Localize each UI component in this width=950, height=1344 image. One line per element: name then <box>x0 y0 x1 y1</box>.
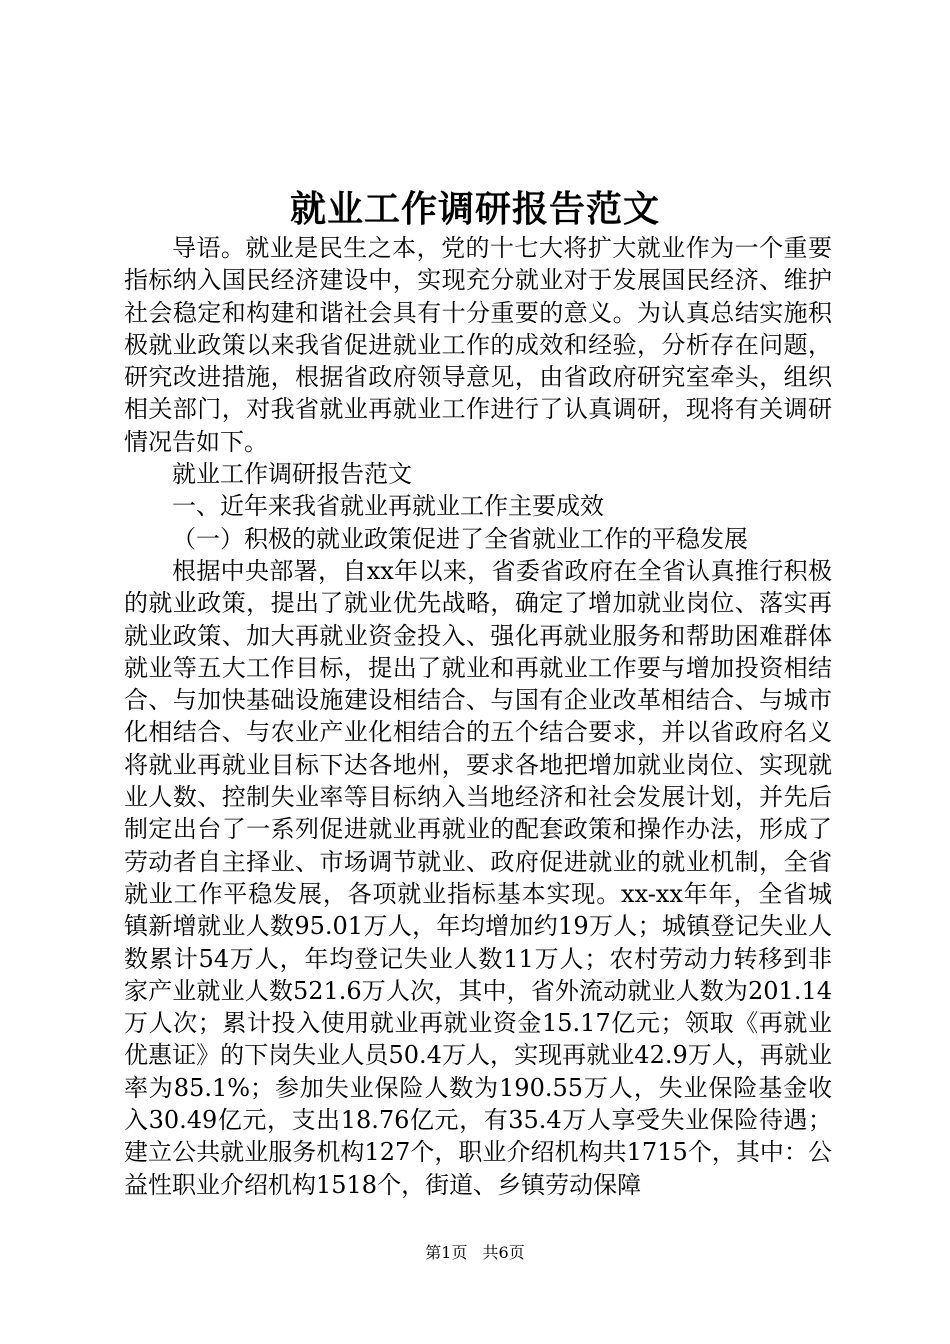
intro-paragraph: 导语。就业是民生之本，党的十七大将扩大就业作为一个重要指标纳入国民经济建设中，实现充分就业对于发展国民经济、维护社会稳定和构建和谐社会具有十分重要的意义。为认真总结实施积极就业政策以来我省促进就业工作的成效和经验，分析存在问题，研究改进措施，根据省政府领导意见，由省政府研究室牵头，组织相关部门，对我省就业再就业工作进行了认真调研，现将有关调研情况告如下。 <box>124 234 832 456</box>
subsection-heading: （一）积极的就业政策促进了全省就业工作的平稳发展 <box>172 524 748 553</box>
document-title: 就业工作调研报告范文 <box>289 188 660 230</box>
page-total: 共6页 <box>482 1243 525 1262</box>
subtitle-paragraph: 就业工作调研报告范文 <box>172 460 412 489</box>
page-footer <box>0 1242 950 1264</box>
section-heading: 一、近年来我省就业再就业工作主要成效 <box>172 492 604 521</box>
document-body <box>124 232 832 1201</box>
page-number: 第1页 <box>425 1243 468 1262</box>
body-paragraph: 根据中央部署，自xx年以来，省委省政府在全省认真推行积极的就业政策，提出了就业优先战略，确定了增加就业岗位、落实再就业政策、加大再就业资金投入、强化再就业服务和帮助困难群体就业等五大工作目标，提出了就业和再就业工作要与增加投资相结合、与加快基础设施建设相结合、与国有企业改革相结合、与城市化相结合、与农业产业化相结合的五个结合要求，并以省政府名义将就业再就业目标下达各地州，要求各地把增加就业岗位、实现就业人数、控制失业率等目标纳入当地经济和社会发展计划，并先后制定出台了一系列促进就业再就业的配套政策和操作办法，形成了劳动者自主择业、市场调节就业、政府促进就业的就业机制，全省就业工作平稳发展，各项就业指标基本实现。xx-xx年年，全省城镇新增就业人数95.01万人，年均增加约19万人；城镇登记失业人数累计54万人，年均登记失业人数11万人；农村劳动力转移到非家产业就业人数521.6万人次，其中，省外流动就业人数为201.14万人次；累计投入使用就业再就业资金15.17亿元；领取《再就业优惠证》的下岗失业人员50.4万人，实现再就业42.9万人，再就业率为85.1%；参加失业保险人数为190.55万人，失业保险基金收入30.49亿元，支出18.76亿元，有35.4万人享受失业保险待遇；建立公共就业服务机构127个，职业介绍机构共1715个，其中：公益性职业介绍机构1518个，街道、乡镇劳动保障 <box>124 556 832 1199</box>
